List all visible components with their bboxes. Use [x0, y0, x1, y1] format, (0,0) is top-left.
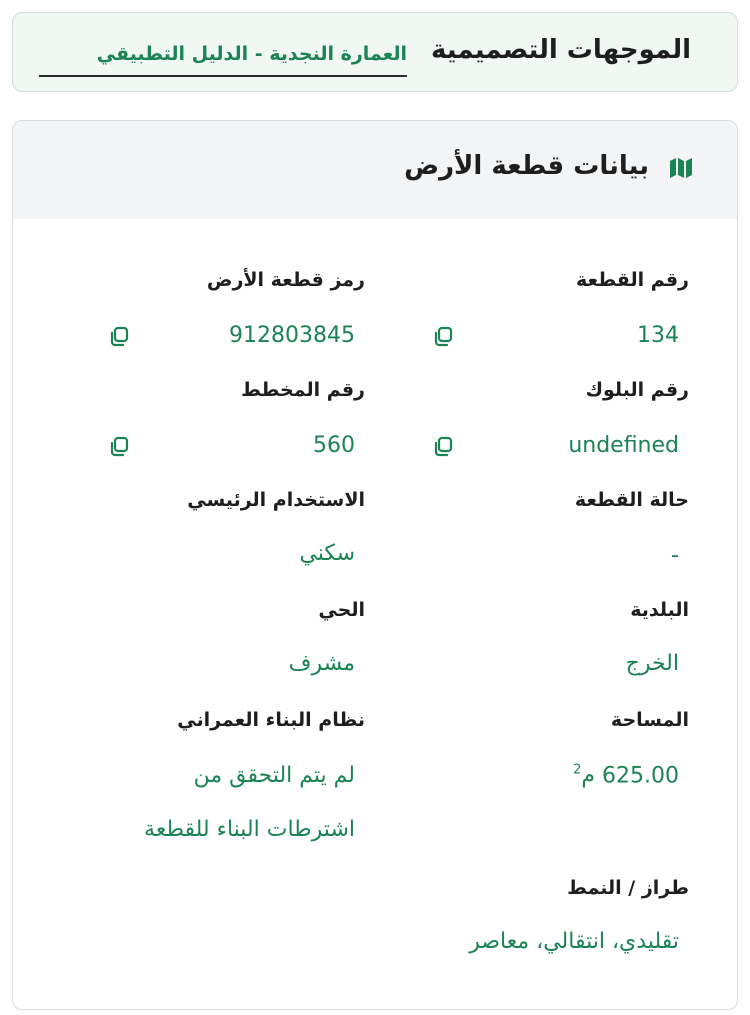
plot-code-label: رمز قطعة الأرض	[206, 269, 365, 291]
area-unit-power: 2	[573, 763, 582, 778]
district-value: مشرف	[288, 651, 355, 676]
municipality-value: الخرج	[625, 651, 679, 676]
style-value: تقليدي، انتقالي، معاصر	[469, 929, 679, 954]
copy-icon[interactable]	[431, 325, 455, 349]
copy-icon[interactable]	[107, 435, 131, 459]
guidelines-title: الموجهات التصميمية	[430, 35, 691, 65]
district-label: الحي	[318, 599, 365, 621]
area-unit-symbol: م	[581, 763, 596, 789]
plot-number-value: 134	[637, 323, 679, 348]
building-system-value-line1: لم يتم التحقق من	[193, 763, 355, 788]
map-icon	[669, 157, 693, 179]
block-number-label: رقم البلوك	[585, 379, 689, 401]
plot-status-label: حالة القطعة	[574, 489, 689, 511]
plot-status-value: -	[671, 543, 679, 568]
plan-number-value: 560	[313, 433, 355, 458]
municipality-label: البلدية	[630, 599, 689, 621]
najdi-guide-link[interactable]: العمارة النجدية - الدليل التطبيقي	[96, 43, 407, 65]
building-system-value-line2: اشترطات البناء للقطعة	[144, 817, 355, 842]
style-label: طراز / النمط	[567, 877, 689, 899]
area-label: المساحة	[610, 709, 689, 731]
plan-number-label: رقم المخطط	[241, 379, 365, 401]
guide-link-underline	[39, 75, 407, 77]
building-system-label: نظام البناء العمراني	[177, 709, 365, 731]
plot-number-label: رقم القطعة	[576, 269, 689, 291]
copy-icon[interactable]	[431, 435, 455, 459]
area-number: 625.00	[602, 763, 679, 789]
block-number-value: undefined	[568, 433, 679, 458]
main-use-value: سكني	[299, 541, 355, 566]
plot-code-value: 912803845	[229, 323, 355, 348]
area-unit	[573, 763, 595, 788]
design-guidelines-bar	[12, 12, 738, 92]
area-value	[573, 763, 679, 788]
plot-data-card	[12, 120, 738, 1010]
main-use-label: الاستخدام الرئيسي	[187, 489, 365, 511]
plot-data-title: بيانات قطعة الأرض	[404, 151, 649, 181]
copy-icon[interactable]	[107, 325, 131, 349]
plot-data-header	[13, 121, 737, 219]
